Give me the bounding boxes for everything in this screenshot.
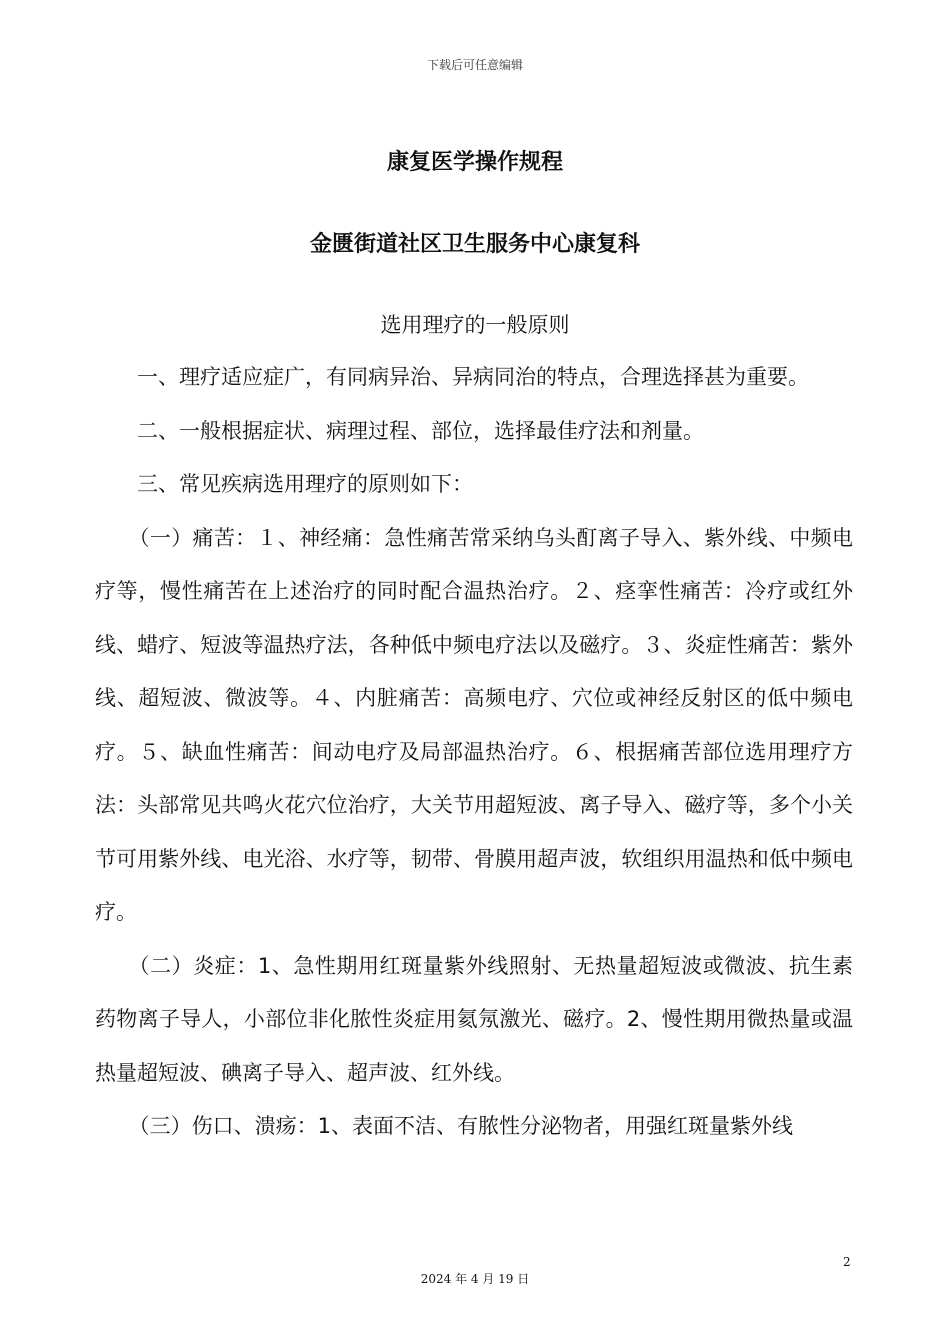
- header-note: 下载后可任意编辑: [426, 58, 523, 72]
- paragraph-3: 三、常见疾病选用理疗的原则如下：: [137, 472, 473, 496]
- section-heading: 选用理疗的一般原则: [380, 313, 570, 337]
- document-body: [95, 351, 853, 1154]
- paragraph-1: 一、理疗适应症广，有同病异治、异病同治的特点，合理选择甚为重要。: [137, 365, 809, 389]
- footer-date: 2024 年 4 月 19 日: [420, 1272, 530, 1286]
- document-subtitle: 金匮街道社区卫生服务中心康复科: [309, 232, 640, 257]
- paragraph-wounds: （三）伤口、溃疡：1、表面不洁、有脓性分泌物者，用强红斑量紫外线: [128, 1114, 793, 1138]
- paragraph-2: 二、一般根据症状、病理过程、部位，选择最佳疗法和剂量。: [137, 418, 704, 443]
- page-number: 2: [843, 1255, 851, 1269]
- document-title: 康复医学操作规程: [386, 150, 563, 175]
- paragraph-inflammation: （二）炎症：1、急性期用红斑量紫外线照射、无热量超短波或微波、抗生素药物离子导人，小部位非化脓性炎症用氦氖激光、磁疗。2、慢性期用微热量或温热量超短波、碘离子导入、超声波、红外线。: [95, 953, 853, 1085]
- paragraph-pain: （一）痛苦：１、神经痛：急性痛苦常采纳乌头酊离子导入、紫外线、中频电疗等，慢性痛苦在上述治疗的同时配合温热治疗。２、痉挛性痛苦：冷疗或红外线、蜡疗、短波等温热疗法，各种低中频电疗法以及磁疗。３、炎症性痛苦：紫外线、超短波、微波等。４、内脏痛苦：高频电疗、穴位或神经反射区的低中频电疗。５、缺血性痛苦：间动电疗及局部温热治疗。６、根据痛苦部位选用理疗方法：头部常见共鸣火花穴位治疗，大关节用超短波、离子导入、磁疗等，多个小关节可用紫外线、电光浴、水疗等，韧带、骨膜用超声波，软组织用温热和低中频电疗。: [95, 525, 853, 924]
